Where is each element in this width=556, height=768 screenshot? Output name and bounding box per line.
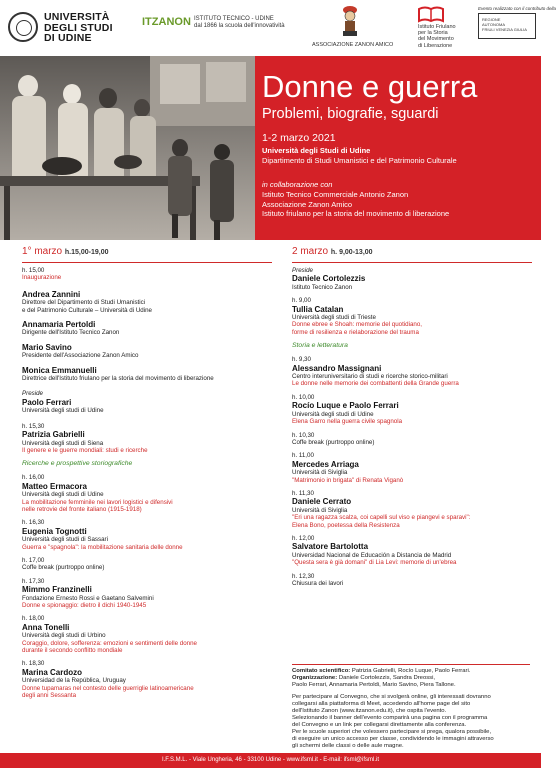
collaboration-label: in collaborazione con [262,180,333,189]
speaker-block [22,290,272,314]
day2-program [292,246,532,587]
footer-contacts: I.F.S.M.L. - Viale Ungheria, 46 - 33100 Udine - www.ifsml.it - E-mail: ifsml@ifsml.it [0,753,541,768]
itzanon-line: dal 1866 la scuola dell'innovatività [194,23,285,29]
speaker-name: Monica Emmanuelli [22,365,97,375]
speaker-affiliation: Universidad de la República, Uruguay [22,677,126,685]
region-line: AUTONOMA [482,22,506,27]
logo-bar [0,0,556,56]
committee-label: Comitato scientifico: [292,668,351,674]
chair-block [22,390,272,414]
organization-label: Organizzazione: [292,675,338,681]
region-line: FRIULI VENEZIA GIULIA [482,27,527,32]
collaborator: Istituto friulano per la storia del movimento di liberazione [262,209,450,219]
speaker-affiliation: Universidad Nacional de Educación a Distancia de Madrid [292,551,452,559]
talk-title: "Matrimonio in brigata" di Renata Viganò [292,476,404,484]
collaborator: Associazione Zanon Amico [262,199,353,209]
speaker-block [22,366,272,383]
break-block [22,557,272,572]
itzanon-logo [142,14,312,44]
talk-block [22,660,272,699]
talk-block [292,356,532,388]
speaker-name: Mercedes Arriaga [292,459,359,469]
talk-block [292,394,532,426]
talk-block [292,490,532,529]
region-sponsor-badge [478,6,556,48]
talk-title: Elena Garro nella guerra civile spagnola [292,418,403,426]
slot-time: h. 17,30 [22,577,45,585]
event-dates: 1-2 marzo 2021 [262,132,336,144]
uniud-name [44,12,113,44]
talk-block [292,297,532,336]
collaborator: Istituto Tecnico Commerciale Antonio Zanon [262,190,409,199]
speaker-affiliation: Centro interuniversitario di studi e ricerche storico-militari [292,373,448,381]
speaker-block [22,320,272,337]
slot-time: h. 15,00 [22,267,45,274]
itzanon-subtitle [194,16,285,30]
speaker-name: Tullia Catalan [292,304,344,314]
association-label: ASSOCIAZIONE ZANON AMICO [312,42,394,48]
participation-line: collegarsi alla piattaforma di Meet, accedendo all'home page del sito [292,701,471,707]
uniud-logo [8,8,138,48]
ifsml-line: di Liberazione [418,42,453,49]
slot-time: h. 10,00 [292,393,315,401]
talk-block [22,519,272,551]
participation-line: Per partecipare al Convegno, che si svolgerà online, gli interessati dovranno [292,694,491,700]
organization-members: Daniele Cortolezzis, Sandra Dreossi, [338,675,436,681]
talk-title: Il genere e le guerre mondiali: studi e ricerche [22,446,148,454]
itzanon-line: ISTITUTO TECNICO - UDINE [194,16,274,22]
talk-title: Le donne nelle memorie dei combattenti della Grande guerra [292,380,459,388]
region-logo-box [478,13,536,39]
break-block [292,432,532,447]
divider [292,262,532,263]
speaker-name: Mimmo Franzinelli [22,585,92,595]
event-title: Donne e guerra [262,69,478,104]
day1-date: 1° marzo [22,246,63,257]
info-box [292,664,530,750]
region-line: REGIONE [482,17,501,22]
event-subtitle: Problemi, biografie, sguardi [262,106,439,122]
open-book-icon [418,6,444,22]
slot-time: h. 9,00 [292,297,311,305]
slot-time: h. 10,30 [292,431,315,439]
slot-time: h. 12,00 [292,534,315,542]
zanon-amico-mascot-icon [338,4,362,38]
speaker-name: Eugenia Tognotti [22,526,87,536]
break-label: Coffe break (purtroppo online) [22,564,105,572]
talk-title: La mobilitazione femminile nei lavori logistici e difensivi [22,498,173,506]
speaker-block [22,343,272,360]
speaker-name: Salvatore Bartolotta [292,542,369,552]
uniud-seal-icon [8,12,38,42]
talk-block [22,615,272,654]
speaker-affiliation: Dirigente dell'Istituto Tecnico Zanon [22,329,120,337]
chair-name: Daniele Cortolezzis [292,274,366,284]
chair-affiliation: Istituto Tecnico Zanon [292,283,353,291]
participation-line: Per le scuole superiori che volessero partecipare si prega, qualora possibile, [292,729,492,735]
slot-time: h. 15,30 [22,422,45,430]
talk-block [292,535,532,567]
talk-title: nelle retrovie del fronte italiano (1915-1918) [22,505,142,513]
speaker-affiliation: Direttrice dell'Istituto friulano per la storia del movimento di liberazione [22,375,214,383]
talk-block [22,423,272,455]
section-heading: Storia e letteratura [292,342,348,350]
speaker-name: Mario Savino [22,342,72,352]
slot-time: h. 9,30 [292,356,311,364]
talk-title: Guerra e "spagnola": la mobilitazione sanitaria delle donne [22,543,183,551]
committee-members: Patrizia Gabrielli, Rocío Luque, Paolo Ferrari. [351,668,471,674]
participation-line: Selezionando il banner dell'evento comparirà una pagina con il programma [292,715,488,721]
uniud-line: DEGLI STUDI [44,21,113,34]
speaker-name: Alessandro Massignani [292,363,382,373]
participation-text [292,694,530,750]
speaker-affiliation: e del Patrimonio Culturale – Università di Udine [22,306,153,314]
speaker-name: Rocío Luque e Paolo Ferrari [292,401,399,411]
talk-block [22,474,272,513]
itzanon-name: ITZANON [142,16,191,28]
sponsor-caption: Evento realizzato con il contributo della [478,6,556,11]
speaker-affiliation: Università degli studi di Udine [292,410,374,418]
ifsml-logo [418,6,462,49]
divider [22,262,272,263]
talk-title: "Eri una ragazza scalza, coi capelli sul viso e piangevi e sparavi": [292,514,471,522]
uniud-line: DI UDINE [44,32,92,44]
speaker-affiliation: Università degli studi di Trieste [292,314,376,322]
talk-block [22,578,272,610]
talk-title: Elena Bono, poetessa della Resistenza [292,521,400,529]
speaker-affiliation: Università degli studi di Udine [22,491,104,499]
speaker-name: Anna Tonelli [22,622,70,632]
talk-title: Donne e spionaggio: dietro il dichi 1940-1945 [22,602,147,609]
closing-label: Chiusura dei lavori [292,580,344,587]
organization-members-cont: Paolo Ferrari, Annamaria Pertoldi, Mario Savino, Piera Tallone. [292,682,456,688]
day1-time: h.15,00-19,00 [64,249,109,256]
region-name [482,17,527,32]
speaker-affiliation: Università di Siviglia [292,506,348,514]
slot-time: h. 11,00 [292,452,314,460]
speaker-name: Andrea Zannini [22,289,81,299]
ifsml-name [418,24,456,49]
talk-title: "Questa sera è già domani" di Lia Levi: memorie di un'ebrea [292,559,457,567]
talk-block [292,452,532,484]
speaker-affiliation: Università di Siviglia [292,469,348,477]
talk-title: degli anni Sessanta [22,692,77,700]
section-heading: Ricerche e prospettive storiografiche [22,460,133,468]
ifsml-line: del Movimento [418,36,454,43]
speaker-affiliation: Direttore del Dipartimento di Studi Umanistici [22,299,146,307]
slot-time: h. 12,30 [292,572,315,580]
talk-title: Donne ebree e Shoah: memorie del quotidiano, [292,321,423,329]
ifsml-line: Istituto Friulano [418,24,456,30]
talk-title: Donne tupamaras nel contesto delle guerriglie latinoamericane [22,684,194,692]
speaker-name: Patrizia Gabrielli [22,430,85,440]
day2-date: 2 marzo [292,246,329,257]
speaker-affiliation: Presidente dell'Associazione Zanon Amico [22,352,139,360]
event-department: Dipartimento di Studi Umanistici e del Patrimonio Culturale [262,156,457,165]
day1-program [22,246,272,699]
speaker-name: Matteo Ermacora [22,481,87,491]
collaboration-list [262,190,449,219]
participation-line: dell'Istituto Zanon (www.itzanon.edu.it), che ospita l'evento. [292,708,447,714]
participation-line: di eseguire un unico accesso per classe, condividendo le immagini attraverso [292,736,494,742]
talk-title: forme di resilienza e rielaborazione del trauma [292,328,419,336]
day1-heading [22,246,272,259]
closing-block [292,573,532,588]
talk-title: durante il secondo conflitto mondiale [22,647,123,655]
speaker-affiliation: Università degli studi di Sassari [22,536,108,544]
break-label: Coffe break (purtroppo online) [292,438,375,446]
chair-affiliation: Università degli studi di Udine [22,407,104,415]
participation-line: gli schermi delle classi o delle aule magne. [292,743,404,749]
uniud-line: UNIVERSITÀ [44,11,110,23]
speaker-name: Marina Cardozo [22,667,83,677]
talk-title: Coraggio, dolore, sofferenza: emozioni e sentimenti delle donne [22,639,197,647]
speaker-affiliation: Fondazione Ernesto Rossi e Gaetano Salvemini [22,594,154,602]
day2-heading [292,246,532,259]
slot-time: h. 16,00 [22,474,45,482]
slot-time: h. 18,00 [22,615,45,623]
speaker-name: Daniele Cerrato [292,497,352,507]
opening-label: Inaugurazione [22,274,62,282]
event-venue: Università degli Studi di Udine [262,146,371,155]
historical-photo [0,56,255,240]
participation-line: del Convegno e un link per collegarsi direttamente alla conferenza. [292,722,467,728]
ifsml-line: per la Storia [418,30,448,37]
speaker-name: Annamaria Pertoldi [22,320,96,330]
chair-role: Preside [22,390,43,398]
chair-name: Paolo Ferrari [22,397,72,407]
organization-line [292,675,530,682]
chair-role: Preside [292,267,313,274]
hero-banner [0,56,541,240]
chair-block [292,267,532,291]
slot-time: h. 11,30 [292,489,314,497]
slot-time: h. 16,30 [22,519,45,527]
day2-time: h. 9,00-13,00 [330,249,373,256]
speaker-affiliation: Università degli studi di Siena [22,439,104,447]
slot-time: h. 17,00 [22,556,45,564]
speaker-affiliation: Università degli studi di Urbino [22,632,106,640]
slot-time: h. 18,30 [22,660,45,668]
committee-line [292,668,530,675]
